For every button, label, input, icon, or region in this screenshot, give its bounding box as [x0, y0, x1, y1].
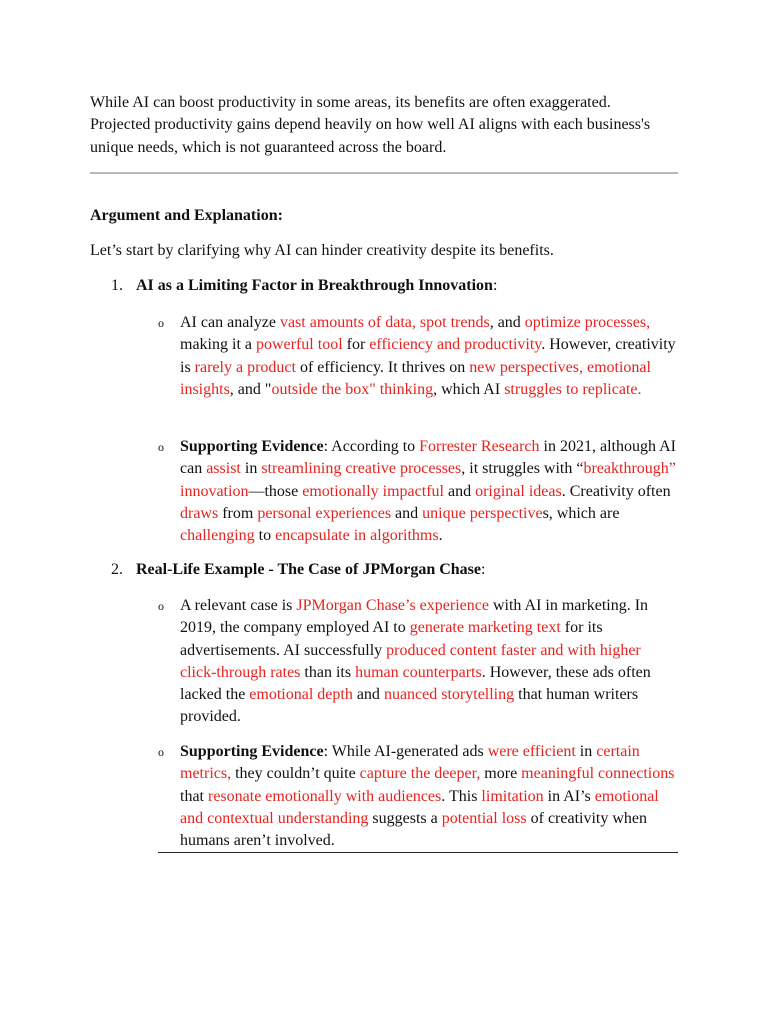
list-item-title: AI as a Limiting Factor in Breakthrough Innovation	[136, 277, 493, 294]
bullet-icon: o	[158, 316, 164, 330]
lead-sentence: Let’s start by clarifying why AI can hinder creativity despite its benefits.	[90, 242, 554, 259]
bullet-icon: o	[158, 599, 164, 613]
body-text: with AI in marketing. In 2019, the company employed AI to	[180, 597, 649, 637]
body-text: to	[254, 527, 276, 545]
body-text: , and "	[229, 380, 272, 398]
body-text: and	[443, 482, 476, 500]
body-text: AI can analyze	[180, 314, 280, 331]
highlighted-text: resonate emotionally with audiences	[208, 787, 442, 805]
body-text: they couldn’t quite	[231, 765, 360, 783]
body-text: that human writers provided.	[180, 686, 639, 726]
intro-line: unique needs, which is not guaranteed across the board.	[90, 138, 447, 156]
highlighted-text: human counterparts	[355, 663, 482, 681]
list-number: 1.	[111, 277, 123, 294]
body-text: .	[438, 527, 443, 545]
highlighted-text: breakthrough” innovation	[180, 460, 676, 500]
body-text: and	[352, 686, 384, 704]
list-item-2	[111, 561, 485, 579]
section-divider	[90, 172, 678, 174]
body-text: than its	[300, 663, 356, 681]
evidence-label: Supporting Evidence	[180, 438, 324, 455]
body-text: in	[240, 460, 262, 478]
bullet-paragraph	[180, 595, 680, 729]
highlighted-text: emotional depth	[249, 686, 353, 704]
highlighted-text: outside the box" thinking	[271, 380, 434, 398]
highlighted-text: emotionally impactful	[302, 482, 444, 500]
highlighted-text: powerful tool	[255, 336, 343, 354]
bullet-paragraph	[180, 741, 680, 852]
highlighted-text: assist	[206, 460, 241, 478]
body-text: from	[218, 504, 258, 522]
body-text: that	[180, 787, 208, 805]
highlighted-text: vast amounts of data, spot trends	[279, 314, 490, 331]
body-text: in AI’s	[543, 787, 595, 805]
evidence-label: Supporting Evidence	[180, 743, 324, 760]
body-text: suggests a	[368, 809, 442, 827]
intro-paragraph	[90, 92, 690, 159]
body-text: of efficiency. It thrives on	[295, 358, 470, 376]
intro-line: Projected productivity gains depend heavily on how well AI aligns with each business's	[90, 116, 651, 134]
highlighted-text: encapsulate in algorithms	[275, 527, 439, 545]
body-text: A relevant case is	[180, 597, 297, 614]
highlighted-text: efficiency and productivity	[369, 336, 542, 354]
body-text: more	[480, 765, 522, 783]
highlighted-text: generate marketing text	[409, 619, 561, 637]
highlighted-text: certain metrics,	[180, 743, 640, 783]
section-heading: Argument and Explanation:	[90, 207, 283, 224]
highlighted-text: new perspectives, emotional insights	[180, 358, 651, 398]
body-text: and	[391, 504, 423, 522]
highlighted-text: unique perspective	[422, 504, 543, 522]
body-text: : While AI-generated ads	[323, 743, 488, 760]
body-text: , and	[489, 314, 525, 331]
highlighted-text: capture the deeper,	[359, 765, 481, 783]
list-item-suffix: :	[492, 277, 498, 294]
body-text: for	[342, 336, 370, 354]
list-item-suffix: :	[481, 561, 486, 578]
bullet-icon: o	[158, 440, 164, 454]
highlighted-text: produced content faster and with higher click-through rates	[180, 641, 641, 681]
highlighted-text: original ideas	[475, 482, 562, 500]
bottom-rule	[158, 852, 678, 853]
highlighted-text: Forrester Research	[419, 438, 540, 455]
body-text: s, which are	[542, 504, 620, 522]
body-text: . This	[441, 787, 482, 805]
highlighted-text: streamlining creative processes	[261, 460, 462, 478]
body-text: in	[575, 743, 597, 760]
highlighted-text: rarely a product	[194, 358, 296, 376]
highlighted-text: struggles to replicate.	[504, 380, 642, 398]
highlighted-text: potential loss	[441, 809, 527, 827]
body-text: , which AI	[433, 380, 505, 398]
intro-line: While AI can boost productivity in some areas, its benefits are often exaggerated.	[90, 94, 611, 111]
highlighted-text: challenging	[180, 527, 255, 545]
body-text: for its advertisements. AI successfully	[180, 619, 603, 659]
highlighted-text: emotional and contextual understanding	[180, 787, 659, 827]
body-text: of creativity when humans aren’t involved.	[180, 809, 648, 850]
body-text: in 2021, although AI can	[180, 438, 676, 478]
body-text: , it struggles with “	[461, 460, 584, 478]
bullet-paragraph	[180, 436, 680, 547]
bullet-icon: o	[158, 745, 164, 759]
body-text: making it a	[180, 336, 256, 354]
highlighted-text: limitation	[481, 787, 544, 805]
list-number: 2.	[111, 561, 123, 578]
bullet-paragraph	[180, 312, 680, 401]
body-text: . However, creativity is	[180, 336, 676, 376]
highlighted-text: meaningful connections	[521, 765, 675, 783]
highlighted-text: JPMorgan Chase’s experience	[296, 597, 489, 614]
list-item-1	[111, 277, 497, 295]
body-text: . However, these ads often lacked the	[180, 663, 651, 704]
body-text: —those	[248, 482, 303, 500]
highlighted-text: personal experiences	[257, 504, 392, 522]
body-text: : According to	[323, 438, 420, 455]
body-text: . Creativity often	[561, 482, 671, 500]
list-item-title: Real-Life Example - The Case of JPMorgan Chase	[136, 561, 481, 578]
highlighted-text: draws	[180, 504, 219, 522]
highlighted-text: optimize processes,	[524, 314, 651, 331]
highlighted-text: were efficient	[487, 743, 576, 760]
highlighted-text: nuanced storytelling	[383, 686, 515, 704]
